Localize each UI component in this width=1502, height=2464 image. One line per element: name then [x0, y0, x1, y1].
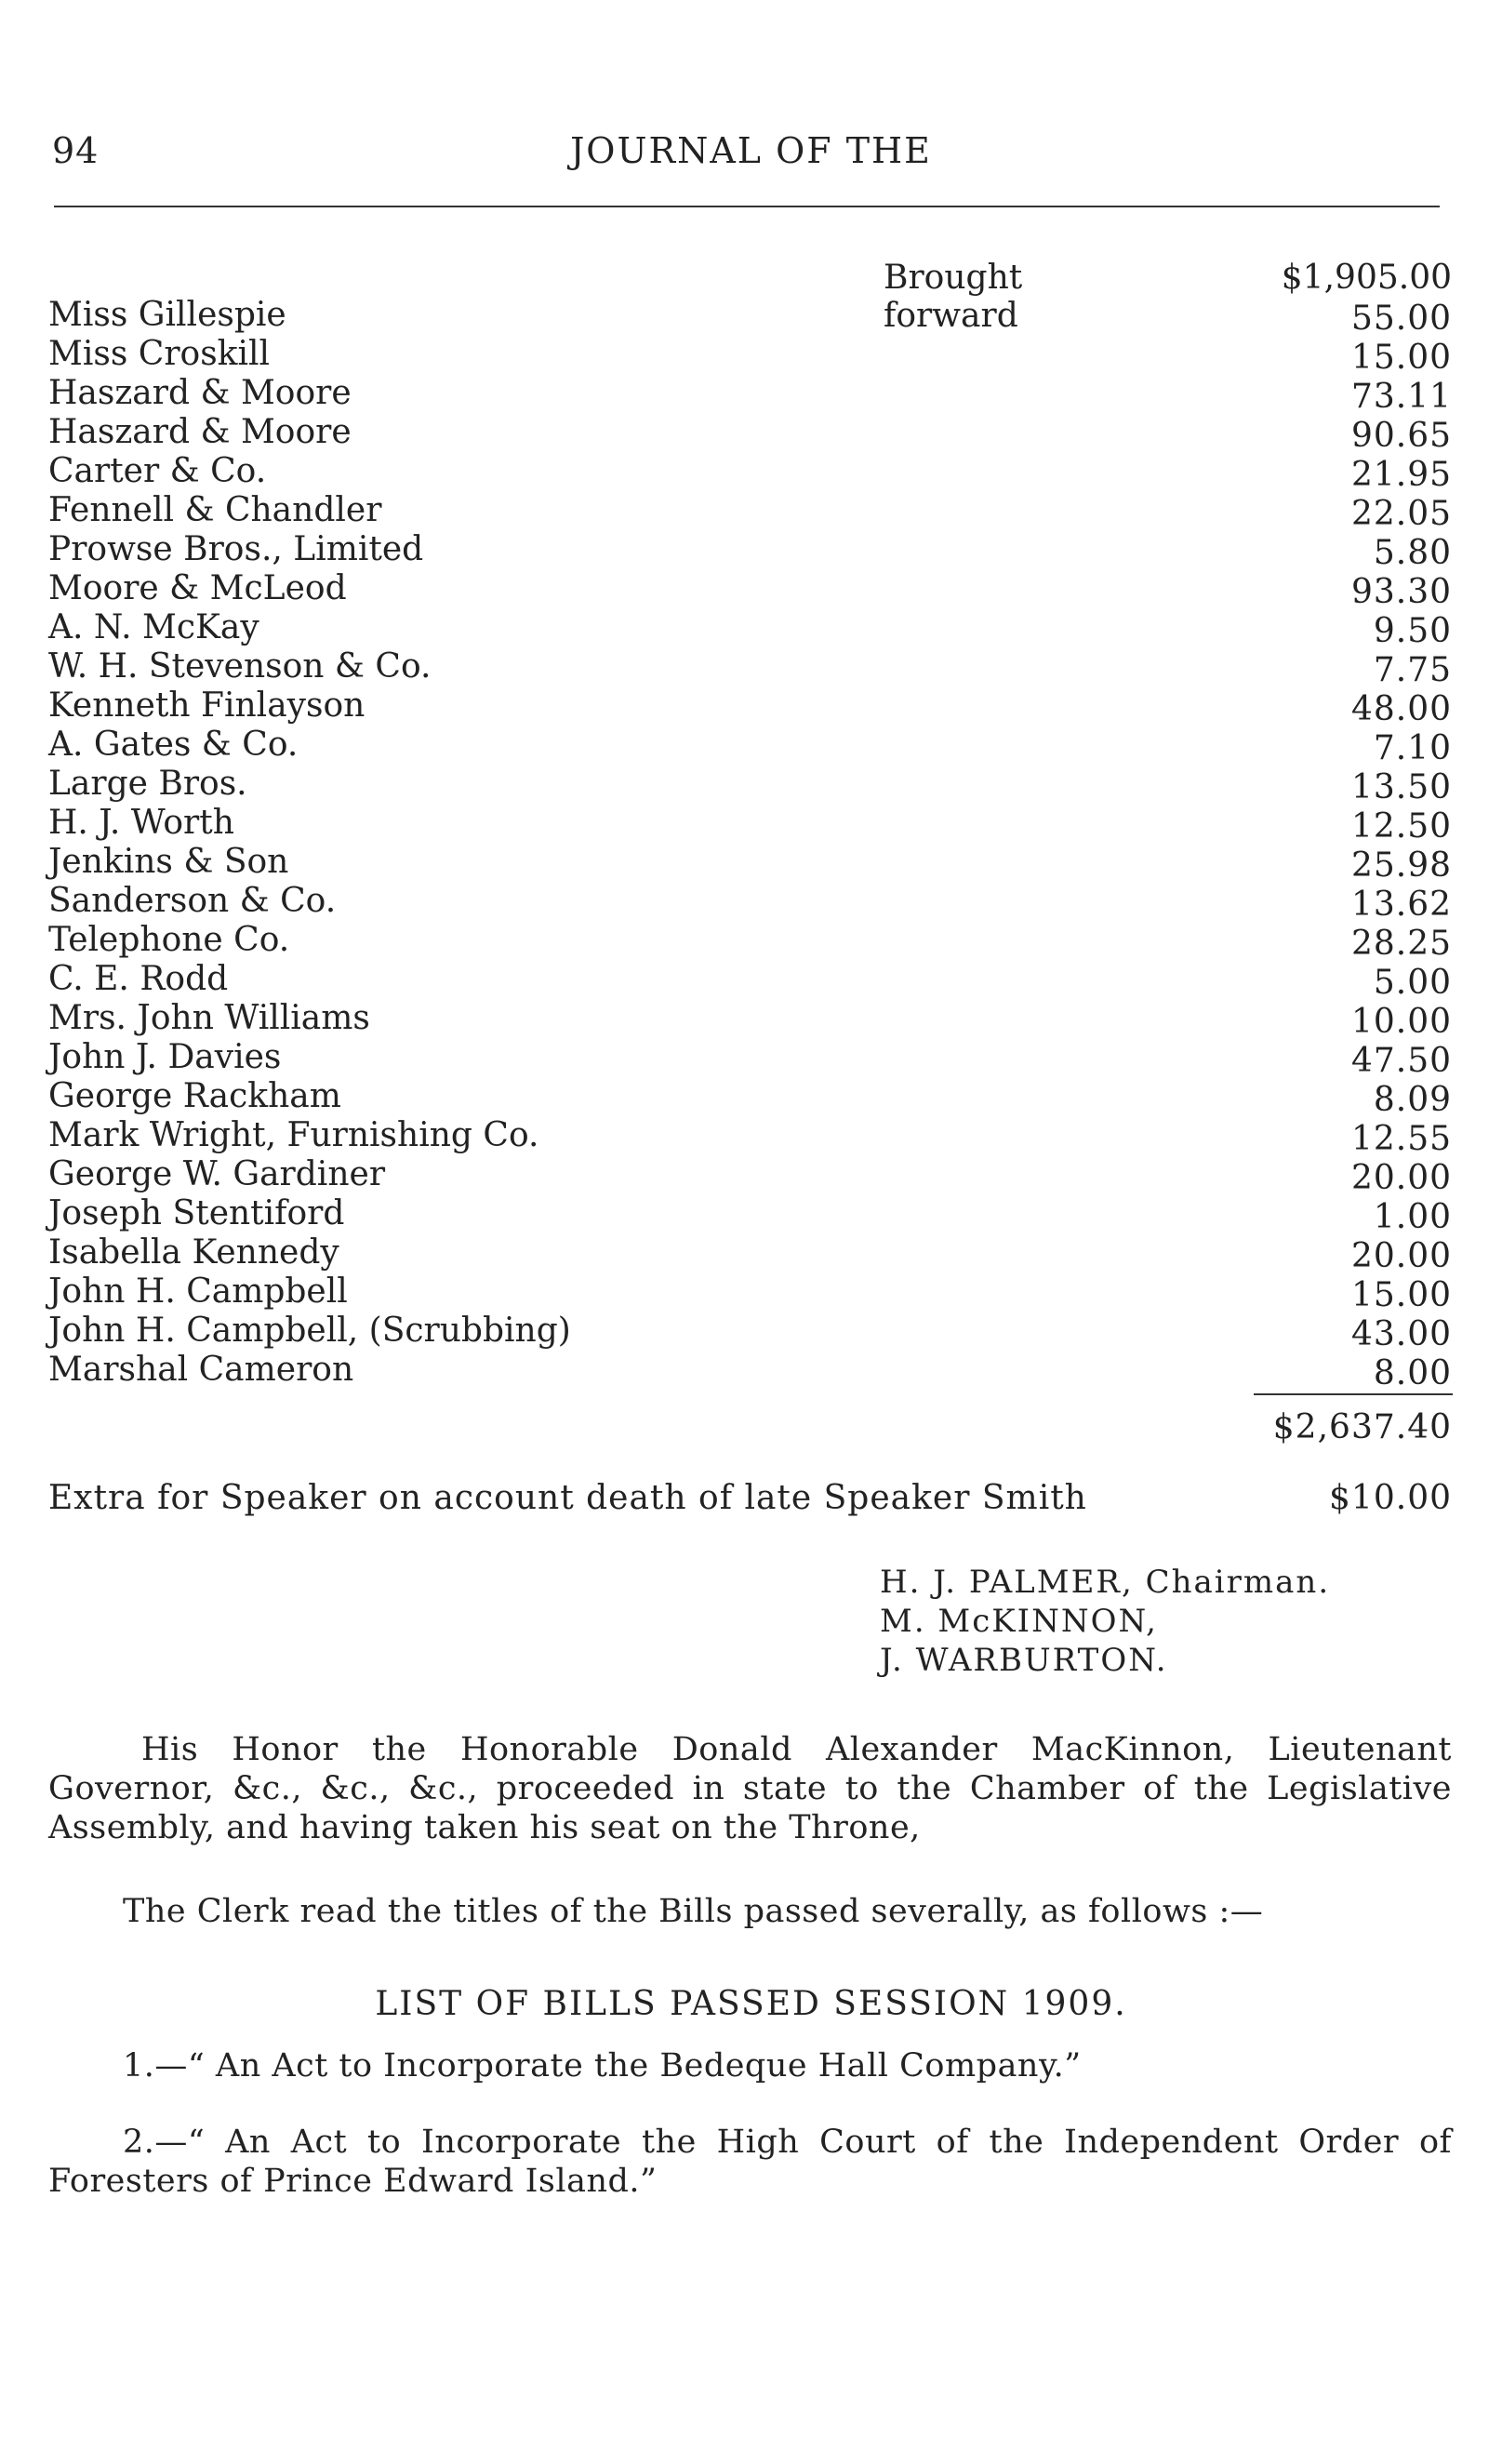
payee-amount: 15.00	[1350, 1276, 1452, 1314]
payee-amount: 48.00	[1350, 690, 1452, 728]
payee-name: George Rackham	[48, 1077, 341, 1115]
ledger-row	[48, 999, 1452, 1041]
ledger-row	[48, 530, 1452, 572]
payee-amount: 12.55	[1350, 1120, 1452, 1158]
ledger-row	[48, 726, 1452, 765]
payee-amount: 1.00	[1373, 1198, 1452, 1236]
ledger-row	[48, 882, 1452, 924]
bill-item: 2.—“ An Act to Incorporate the High Court of the Independent Order of Foresters of Prince Edward Island.”	[48, 2124, 1452, 2200]
payee-name: Kenneth Finlayson	[48, 686, 366, 725]
payee-name: A. Gates & Co.	[48, 726, 299, 764]
payee-name: Carter & Co.	[48, 452, 267, 490]
payee-name: John J. Davies	[48, 1038, 282, 1076]
signature-block	[880, 1563, 1330, 1680]
payee-name: Jenkins & Son	[48, 843, 289, 881]
ledger-total: $2,637.40	[1272, 1408, 1452, 1446]
payee-amount: 93.30	[1350, 573, 1452, 611]
payee-amount: 8.09	[1373, 1081, 1452, 1119]
total-divider	[1254, 1393, 1453, 1395]
ledger-row	[48, 1194, 1452, 1236]
payee-name: Prowse Bros., Limited	[48, 530, 424, 568]
payee-amount: 28.25	[1350, 925, 1452, 963]
payee-amount: 9.50	[1373, 612, 1452, 650]
payee-amount: 47.50	[1350, 1042, 1452, 1080]
extra-amount: $10.00	[1329, 1479, 1452, 1517]
page-number: 94	[52, 130, 100, 171]
page-title: JOURNAL OF THE	[570, 130, 932, 171]
payee-amount: 8.00	[1373, 1354, 1452, 1392]
extra-label: Extra for Speaker on account death of late Speaker Smith	[48, 1479, 1087, 1517]
payee-name: Sanderson & Co.	[48, 882, 337, 920]
ledger-row	[48, 765, 1452, 804]
ledger-row	[48, 843, 1452, 885]
payee-amount: 90.65	[1350, 417, 1452, 455]
payee-amount: 13.50	[1350, 768, 1452, 806]
ledger-row	[48, 1038, 1452, 1080]
payee-amount: 13.62	[1350, 886, 1452, 924]
payee-amount: 20.00	[1350, 1237, 1452, 1275]
payee-amount: 22.05	[1350, 495, 1452, 533]
payee-amount: 12.50	[1350, 807, 1452, 846]
bill-item: 1.—“ An Act to Incorporate the Bedeque Hall Company.”	[123, 2047, 1082, 2084]
payee-amount: 7.75	[1373, 651, 1452, 689]
payee-name: Haszard & Moore	[48, 413, 352, 451]
ledger-row	[48, 1077, 1452, 1119]
payee-amount: 25.98	[1350, 846, 1452, 885]
payee-amount: 10.00	[1350, 1003, 1452, 1041]
ledger-row	[48, 1155, 1452, 1197]
brought-forward-amount: $1,905.00	[1281, 259, 1452, 297]
payee-name: Marshal Cameron	[48, 1351, 354, 1389]
payee-amount: 55.00	[1350, 300, 1452, 338]
ledger-row	[48, 960, 1452, 1002]
ledger-row	[48, 921, 1452, 963]
brought-forward-label: Brought forward	[884, 259, 1023, 335]
payee-name: Large Bros.	[48, 765, 247, 803]
payee-amount: 20.00	[1350, 1159, 1452, 1197]
payee-name: W. H. Stevenson & Co.	[48, 647, 432, 686]
payee-name: Fennell & Chandler	[48, 491, 382, 529]
payee-name: Mrs. John Williams	[48, 999, 370, 1037]
payee-name: John H. Campbell, (Scrubbing)	[48, 1312, 571, 1350]
clerk-paragraph: The Clerk read the titles of the Bills passed severally, as follows :—	[123, 1893, 1264, 1930]
payee-name: Miss Gillespie	[48, 296, 286, 334]
payee-amount: 73.11	[1350, 378, 1452, 416]
honor-paragraph: His Honor the Honorable Donald Alexander MacKinnon, Lieutenant Governor, &c., &c., &c., proceeded in state to the Chamber of the Legislative Assembly, and having taken his seat on the Throne,	[48, 1731, 1452, 1846]
bills-heading: LIST OF BILLS PASSED SESSION 1909.	[375, 1985, 1127, 2023]
payee-name: Haszard & Moore	[48, 374, 352, 412]
ledger-row	[48, 413, 1452, 455]
ledger-row	[48, 804, 1452, 846]
payee-name: Mark Wright, Furnishing Co.	[48, 1116, 539, 1154]
payee-name: Moore & McLeod	[48, 569, 347, 607]
ledger-row	[48, 335, 1452, 377]
ledger-list	[48, 296, 1452, 1390]
ledger-row	[48, 1116, 1452, 1158]
payee-amount: 15.00	[1350, 339, 1452, 377]
signer-member: J. WARBURTON.	[880, 1642, 1168, 1679]
ledger-row	[48, 647, 1452, 689]
ledger-row	[48, 1272, 1452, 1312]
ledger-row	[48, 569, 1452, 611]
payee-name: George W. Gardiner	[48, 1155, 386, 1193]
payee-amount: 43.00	[1350, 1315, 1452, 1353]
payee-amount: 5.80	[1373, 534, 1452, 572]
payee-name: John H. Campbell	[48, 1272, 348, 1311]
ledger-row	[48, 491, 1452, 533]
ledger-row	[48, 686, 1452, 726]
payee-name: C. E. Rodd	[48, 960, 229, 998]
header-divider	[54, 206, 1440, 207]
ledger-row	[48, 1233, 1452, 1275]
payee-name: Telephone Co.	[48, 921, 290, 959]
ledger-row	[48, 452, 1452, 494]
signer-member: M. McKINNON,	[880, 1603, 1158, 1640]
ledger-row	[48, 374, 1452, 416]
payee-amount: 5.00	[1373, 964, 1452, 1002]
payee-name: Miss Croskill	[48, 335, 271, 373]
signer-chairman: H. J. PALMER, Chairman.	[880, 1564, 1331, 1601]
ledger-row	[48, 296, 1452, 338]
ledger-row	[48, 608, 1452, 650]
payee-amount: 21.95	[1350, 456, 1452, 494]
ledger-row	[48, 1351, 1452, 1390]
payee-name: A. N. McKay	[48, 608, 259, 646]
payee-name: Joseph Stentiford	[48, 1194, 345, 1232]
payee-name: H. J. Worth	[48, 804, 234, 842]
ledger-row	[48, 1312, 1452, 1351]
payee-name: Isabella Kennedy	[48, 1233, 339, 1272]
payee-amount: 7.10	[1373, 729, 1452, 767]
